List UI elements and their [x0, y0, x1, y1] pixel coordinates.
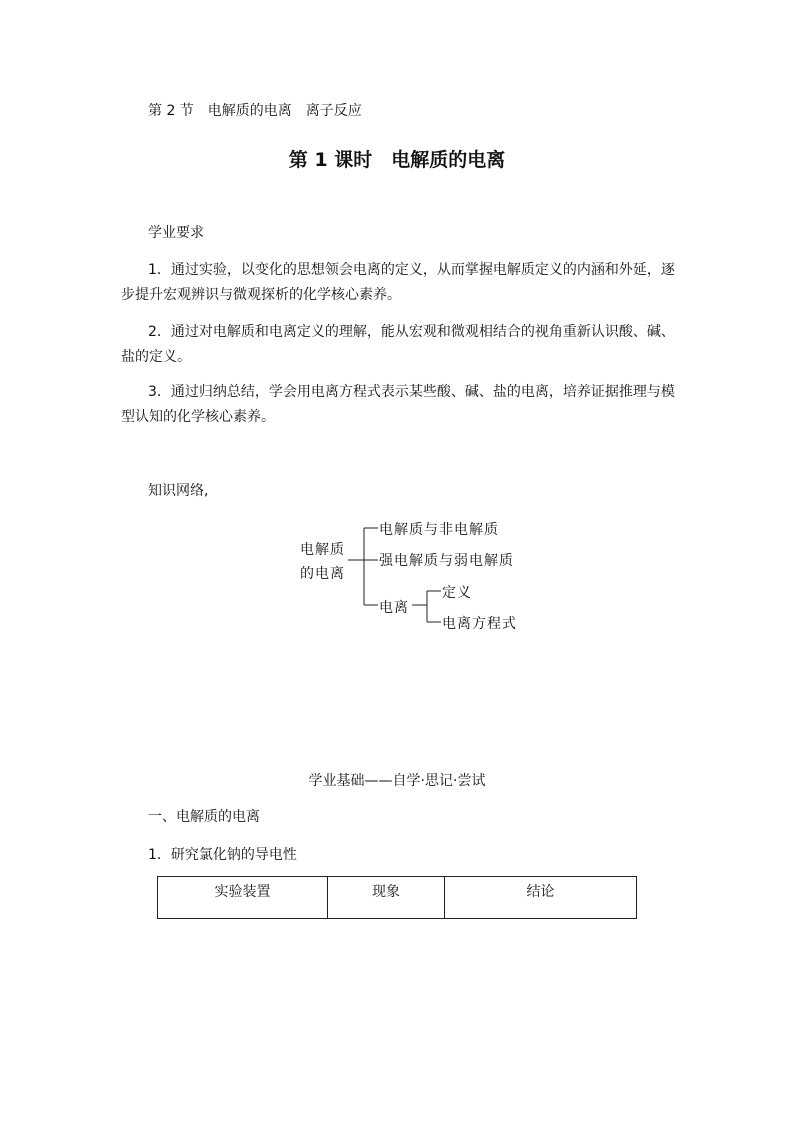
lesson-title: 第 1 课时 电解质的电离 [288, 149, 506, 171]
item-title: 1．研究氯化钠的导电性 [148, 847, 297, 863]
header-conclusion: 结论 [445, 877, 637, 919]
table-header-row [158, 877, 637, 919]
network-heading: 知识网络, [148, 483, 209, 499]
tree-root-line2: 的电离 [300, 566, 345, 582]
requirements-heading: 学业要求 [148, 225, 204, 241]
foundation-heading: 学业基础——自学·思记·尝试 [308, 773, 486, 789]
section-heading: 第 2 节 电解质的电离 离子反应 [148, 103, 362, 119]
tree-sub-equation: 电离方程式 [442, 616, 517, 632]
experiment-table [157, 876, 637, 919]
part-title: 一、电解质的电离 [148, 809, 260, 825]
requirement-item-1: 1．通过实验，以变化的思想领会电离的定义，从而掌握电解质定义的内涵和外延，逐步提升宏观辨识与微观探析的化学核心素养。 [121, 262, 675, 303]
tree-branch-electrolyte: 电解质与非电解质 [379, 522, 499, 538]
header-phenomenon: 现象 [328, 877, 445, 919]
header-apparatus: 实验装置 [158, 877, 328, 919]
tree-sub-definition: 定义 [442, 585, 472, 601]
tree-branch-ionization: 电离 [379, 600, 409, 616]
requirement-item-2: 2．通过对电解质和电离定义的理解，能从宏观和微观相结合的视角重新认识酸、碱、盐的定义。 [121, 324, 675, 365]
tree-branch-strong-weak: 强电解质与弱电解质 [379, 553, 514, 569]
requirement-item-3: 3．通过归纳总结，学会用电离方程式表示某些酸、碱、盐的电离，培养证据推理与模型认知的化学核心素养。 [121, 384, 675, 425]
tree-root-line1: 电解质 [300, 542, 345, 558]
